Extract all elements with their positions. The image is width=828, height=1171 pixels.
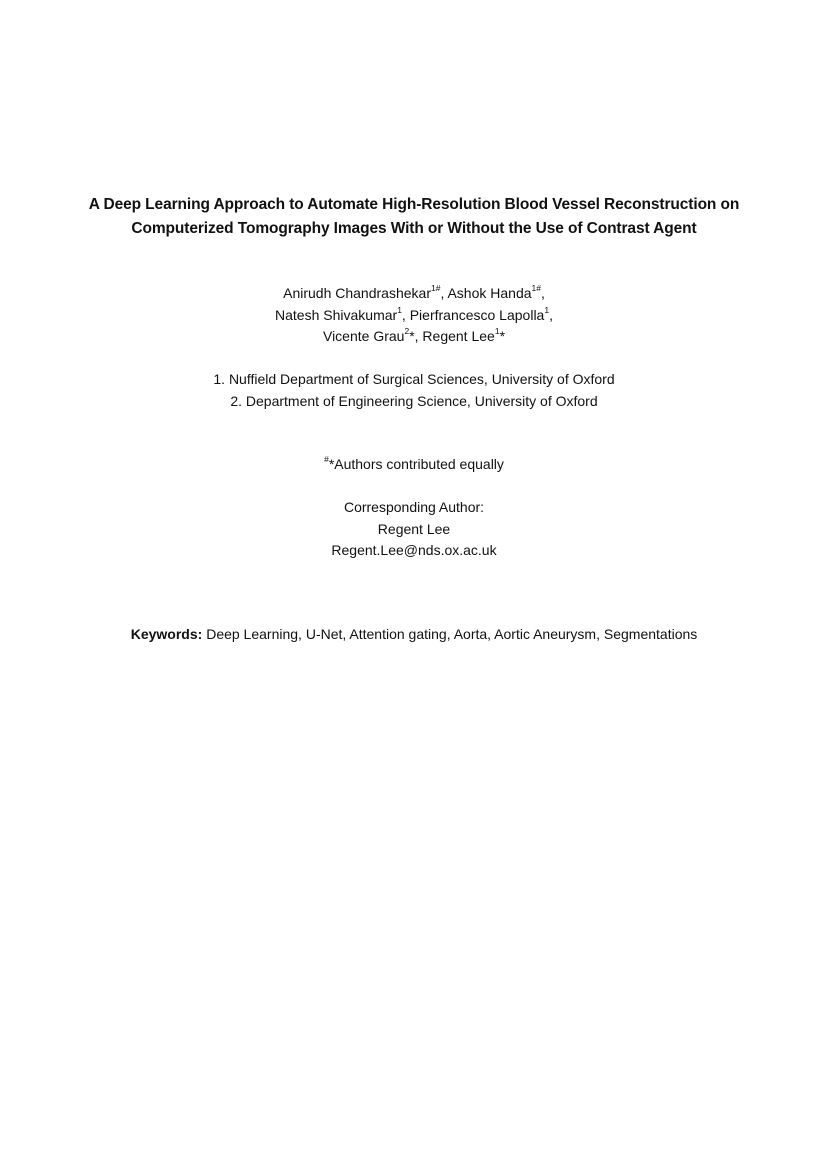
author-affiliation-mark: 1: [494, 326, 500, 337]
paper-title: [60, 193, 768, 241]
author-name: Anirudh Chandrashekar: [283, 285, 431, 301]
author-line-1: [60, 283, 768, 305]
author-separator: *,: [409, 328, 423, 344]
author-line-2: [60, 305, 768, 327]
corresponding-author-name: Regent Lee: [377, 520, 451, 537]
corresponding-author-email: Regent.Lee@nds.ox.ac.uk: [331, 542, 497, 558]
contribution-note-text: *Authors contributed equally: [328, 456, 504, 472]
author-affiliation-mark: 1#: [531, 283, 541, 294]
author-affiliation-mark: 2: [404, 326, 410, 337]
keywords-text: Deep Learning, U-Net, Attention gating, Aorta, Aortic Aneurysm, Segmentations: [202, 626, 698, 642]
author-separator: ,: [401, 306, 410, 323]
author-affiliation-mark: 1: [544, 304, 550, 315]
corresponding-author: [60, 497, 768, 562]
author-list: [60, 283, 768, 348]
author-name: Regent Lee: [422, 328, 495, 344]
contribution-note-mark: #: [324, 454, 329, 465]
author-affiliation-mark: 1#: [430, 283, 441, 294]
author-separator: *: [499, 328, 506, 344]
author-separator: ,: [541, 285, 545, 301]
paper-title-line-1: A Deep Learning Approach to Automate High-Resolution Blood Vessel Reconstruction on: [88, 196, 740, 213]
affiliation-list: [60, 369, 768, 412]
keywords-label: Keywords:: [130, 626, 203, 642]
author-name: Natesh Shivakumar: [275, 306, 398, 323]
author-separator: ,: [440, 285, 448, 301]
author-separator: ,: [549, 306, 553, 323]
affiliation-item: 2. Department of Engineering Science, University of Oxford: [230, 392, 598, 409]
contribution-note: [60, 454, 768, 476]
corresponding-author-label: Corresponding Author:: [343, 499, 485, 515]
author-name: Pierfrancesco Lapolla: [409, 306, 545, 323]
author-line-3: [60, 326, 768, 348]
affiliation-item: 1. Nuffield Department of Surgical Sciences, University of Oxford: [213, 371, 615, 387]
author-affiliation-mark: 1: [397, 304, 402, 315]
author-name: Ashok Handa: [447, 285, 532, 301]
paper-title-line-2: Computerized Tomography Images With or Without the Use of Contrast Agent: [131, 220, 697, 237]
keywords: [60, 624, 768, 646]
author-name: Vicente Grau: [322, 328, 405, 344]
